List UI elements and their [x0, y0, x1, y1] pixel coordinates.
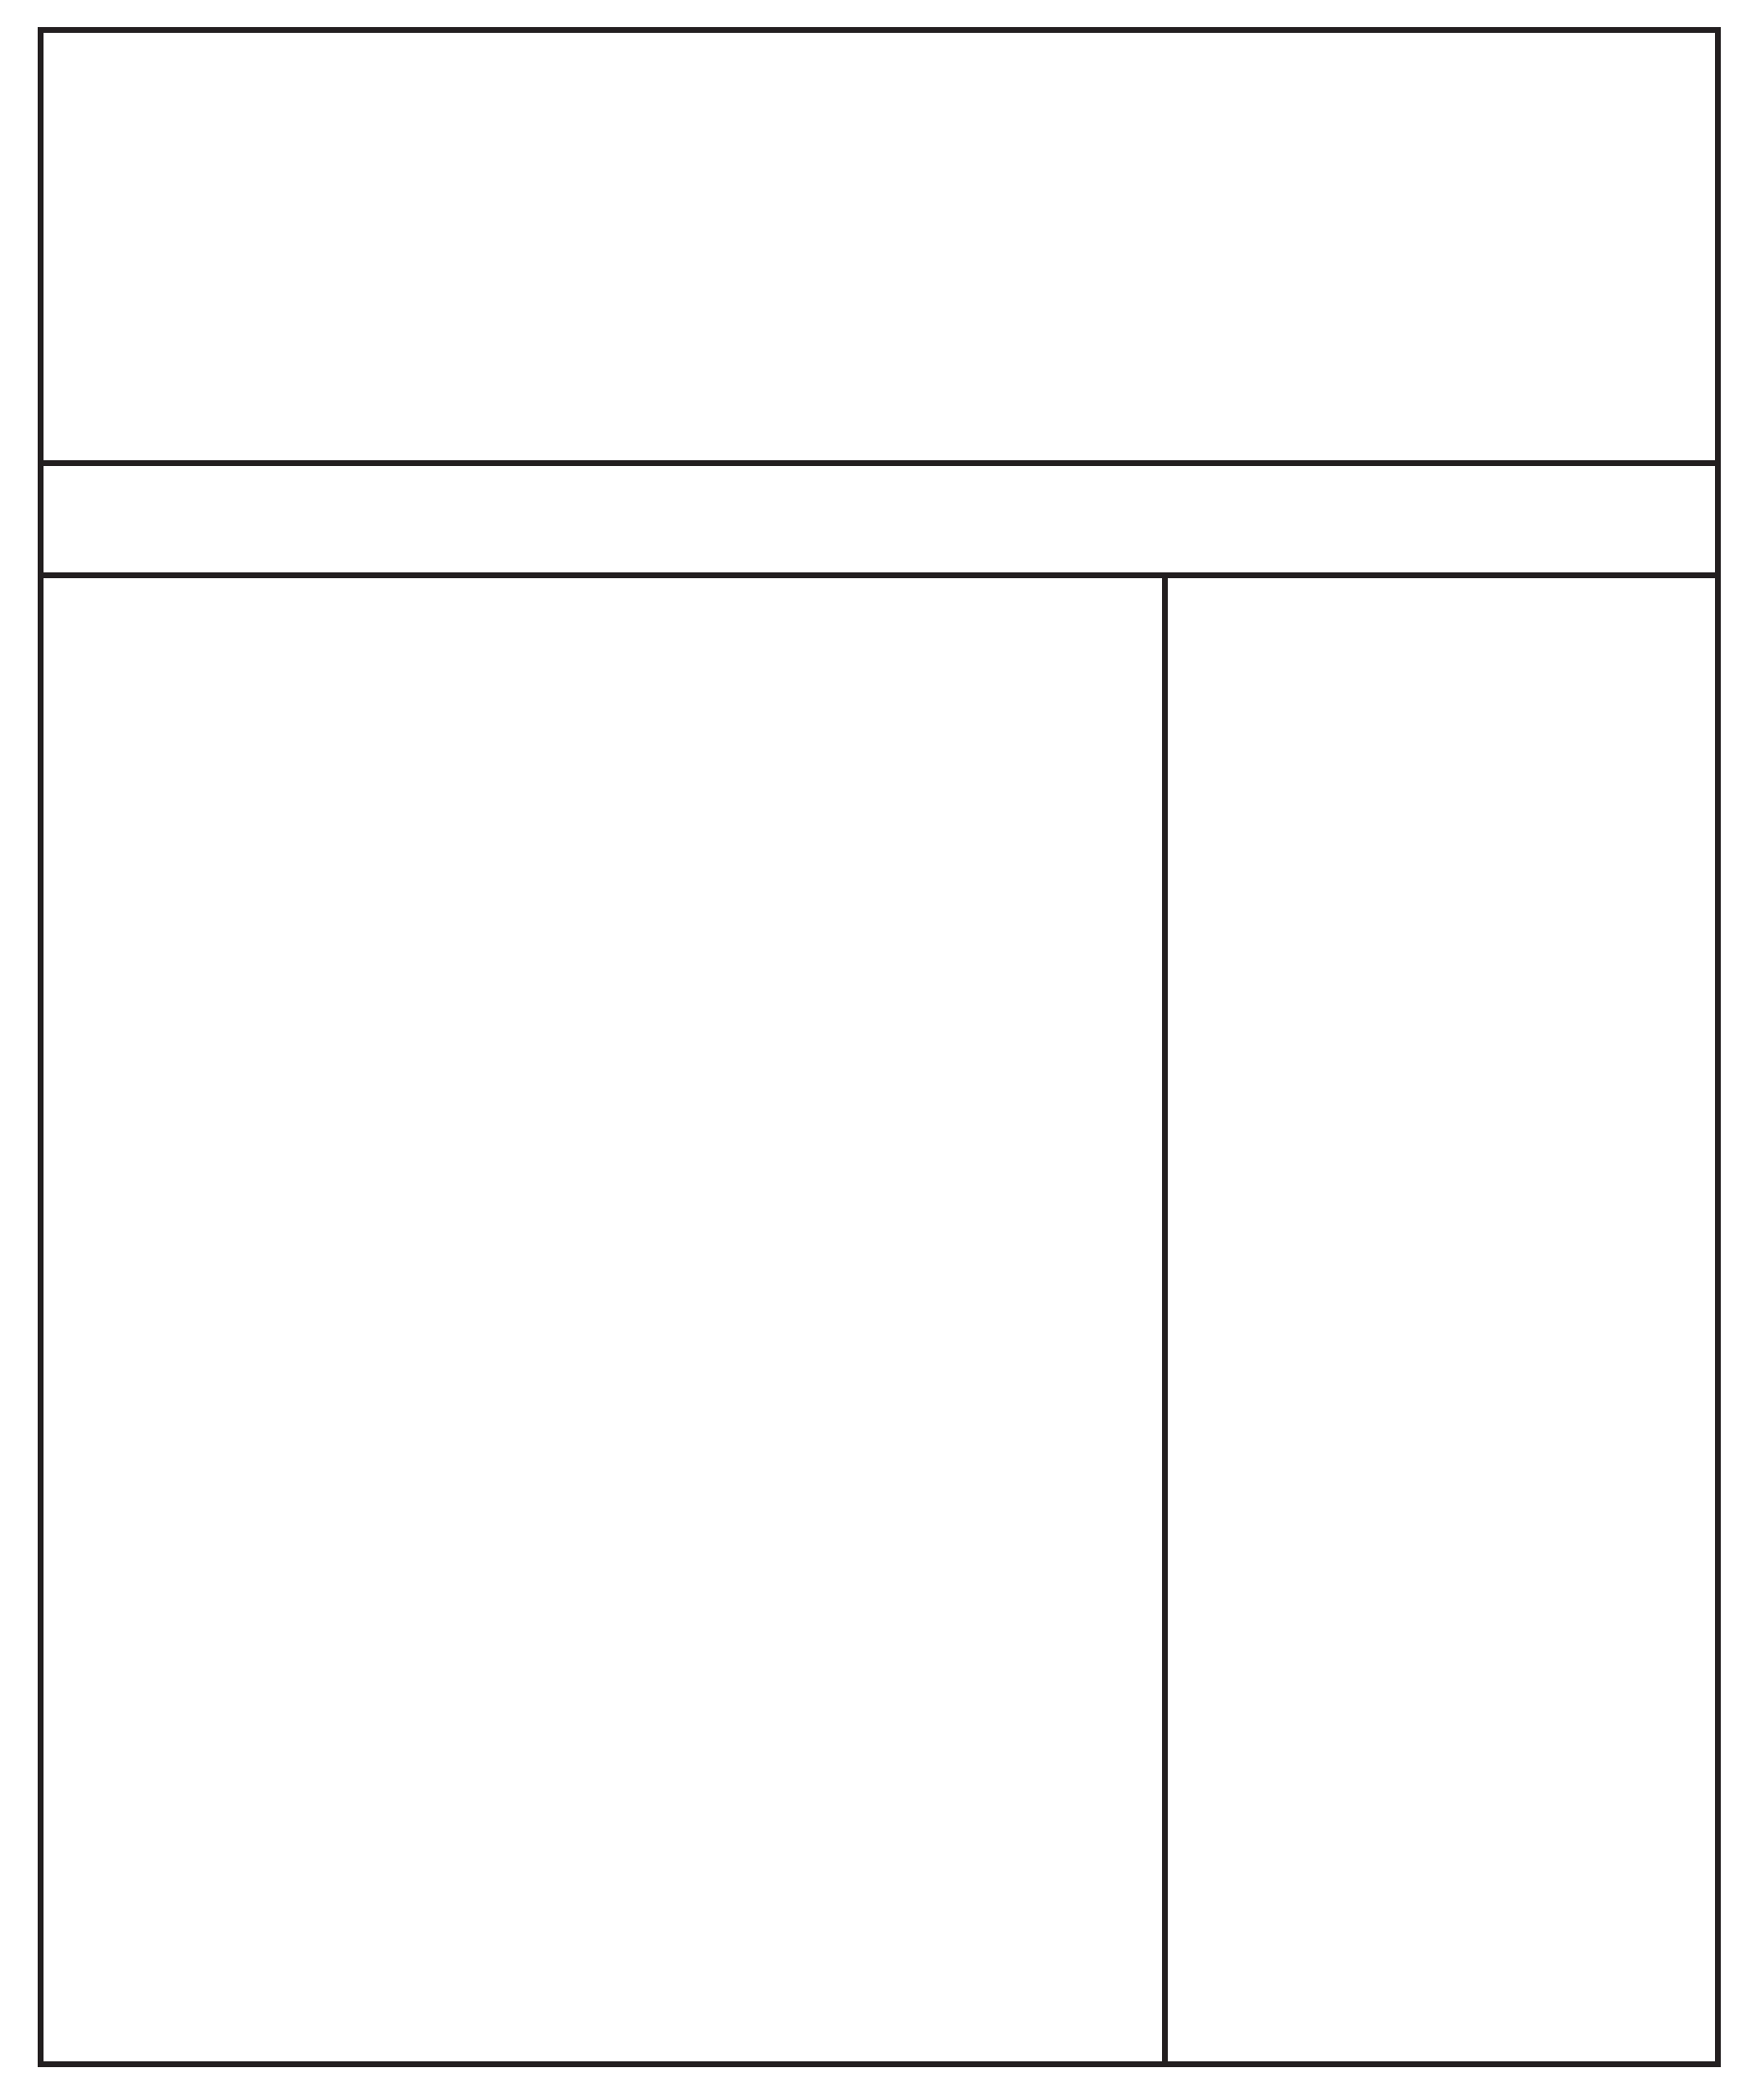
letter-grid	[63, 613, 1130, 2040]
letter-grid-area	[44, 578, 1168, 2061]
puzzle-header	[44, 33, 1715, 466]
answer-list	[1168, 578, 1715, 2061]
category-band	[44, 466, 1715, 578]
puzzle-frame	[38, 27, 1721, 2067]
